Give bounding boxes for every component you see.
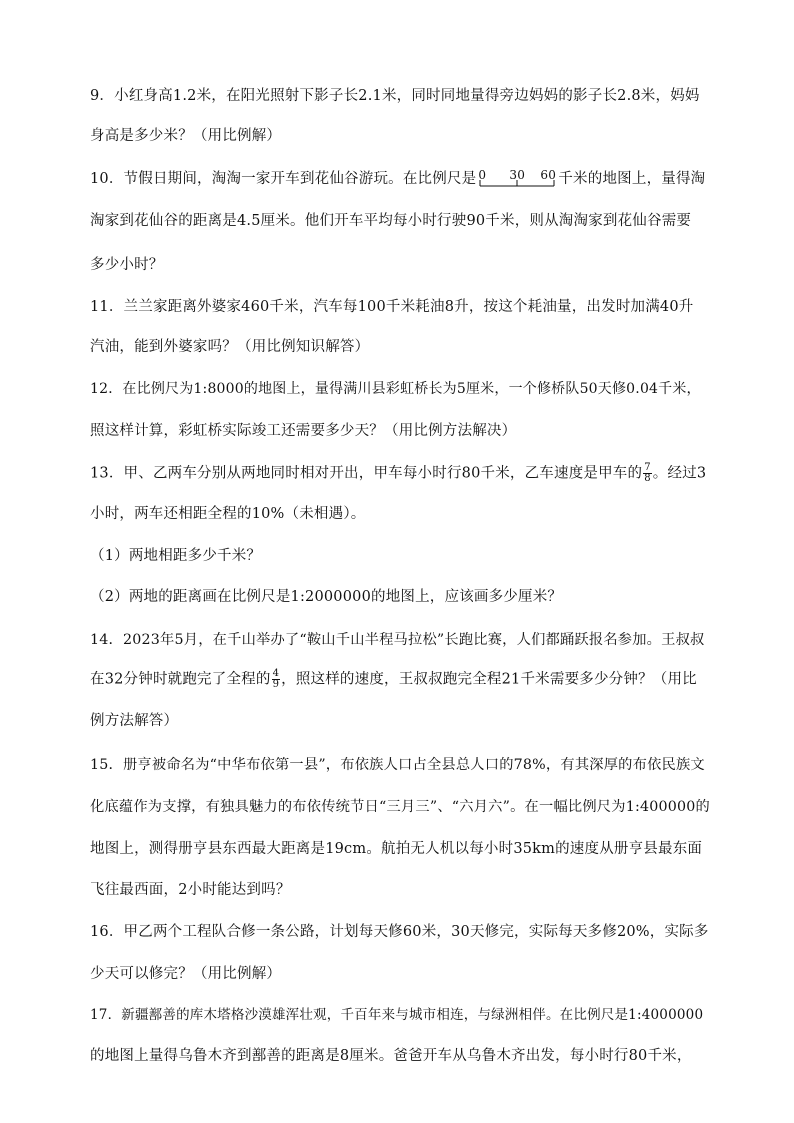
scale-bar	[478, 169, 556, 189]
problem-14-line-3: 例方法解答）	[90, 713, 179, 729]
problem-13-line-1	[90, 463, 710, 484]
problem-14-text-a: 在32分钟时就跑完了全程的	[90, 671, 271, 688]
problem-9-line-2: 身高是多少米？（用比例解）	[90, 128, 282, 144]
problem-15-line-1: 15．册亨被命名为“中华布依第一县”，布依族人口占全县总人口的78%，有其深厚的布依民族文	[90, 757, 705, 773]
problem-17-line-1: 17．新疆鄯善的库木塔格沙漠雄浑壮观，千百年来与城市相连，与绿洲相伴。在比例尺是1:4000000	[90, 1007, 704, 1023]
fraction-denominator: 8	[644, 473, 651, 484]
problem-9-line-1: 9．小红身高1.2米，在阳光照射下影子长2.1米，同时同地量得旁边妈妈的影子长2.8米，妈妈	[90, 88, 700, 104]
problem-13-line-2: 小时，两车还相距全程的10%（未相遇）。	[90, 506, 366, 522]
scale-unit: 千米	[558, 171, 588, 187]
problem-11-line-2: 汽油，能到外婆家吗？（用比例知识解答）	[90, 339, 370, 355]
problem-10-line-3: 多少小时？	[90, 257, 164, 273]
problem-13-question-2: （2）两地的距离画在比例尺是1:2000000的地图上，应该画多少厘米？	[90, 589, 563, 605]
problem-12-line-2: 照这样计算，彩虹桥实际竣工还需要多少天？（用比例方法解决）	[90, 423, 517, 439]
problem-13-text-a: 13．甲、乙两车分别从两地同时相对开出，甲车每小时行80千米，乙车速度是甲车的	[90, 465, 643, 482]
fraction-four-ninths	[272, 669, 281, 690]
fraction-denominator: 9	[272, 679, 280, 690]
problem-16-line-2: 少天可以修完？（用比例解）	[90, 966, 282, 982]
problem-11-line-1: 11．兰兰家距离外婆家460千米，汽车每100千米耗油8升，按这个耗油量，出发时加满40升	[90, 299, 694, 315]
fraction-seven-eighths	[643, 463, 652, 484]
problem-10-line-1	[90, 169, 710, 189]
fraction-numerator: 7	[644, 462, 651, 473]
problem-17-line-2: 的地图上量得乌鲁木齐到鄯善的距离是8厘米。爸爸开车从乌鲁木齐出发，每小时行80千米，	[90, 1048, 692, 1064]
problem-15-line-2: 化底蕴作为支撑，有独具魅力的布依传统节日“三月三”、“六月六”。在一幅比例尺为1:400000的	[90, 799, 711, 815]
scale-tick-30: 30	[509, 168, 526, 182]
problem-10-text-b: 的地图上，量得淘	[587, 171, 706, 187]
problem-15-line-4: 飞往最西面，2小时能达到吗？	[90, 882, 291, 898]
problem-13-question-1: （1）两地相距多少千米？	[90, 548, 262, 564]
scale-tick-60: 60	[540, 168, 557, 182]
fraction-numerator: 4	[272, 668, 280, 679]
problem-14-line-1: 14．2023年5月，在千山举办了“鞍山千山半程马拉松”长跑比赛，人们都踊跃报名参加。王叔叔	[90, 632, 705, 648]
problem-16-line-1: 16．甲乙两个工程队合修一条公路，计划每天修60米，30天修完，实际每天多修20%，实际多	[90, 924, 709, 940]
problem-12-line-1: 12．在比例尺为1:8000的地图上，量得满川县彩虹桥长为5厘米，一个修桥队50天修0.04千米，	[90, 381, 701, 397]
scale-tick-0: 0	[478, 168, 487, 182]
problem-10-line-2: 淘家到花仙谷的距离是4.5厘米。他们开车平均每小时行驶90千米，则从淘淘家到花仙谷需要	[90, 213, 692, 229]
problem-15-line-3: 地图上，测得册亨县东西最大距离是19cm。航拍无人机以每小时35km的速度从册亨县最东面	[90, 841, 703, 857]
problem-10-text-a: 10．节假日期间，淘淘一家开车到花仙谷游玩。在比例尺是	[90, 171, 477, 187]
problem-14-text-b: ，照这样的速度，王叔叔跑完全程21千米需要多少分钟？（用比	[281, 671, 697, 688]
problem-13-text-b: 。经过3	[652, 465, 707, 482]
problem-14-line-2	[90, 669, 710, 690]
